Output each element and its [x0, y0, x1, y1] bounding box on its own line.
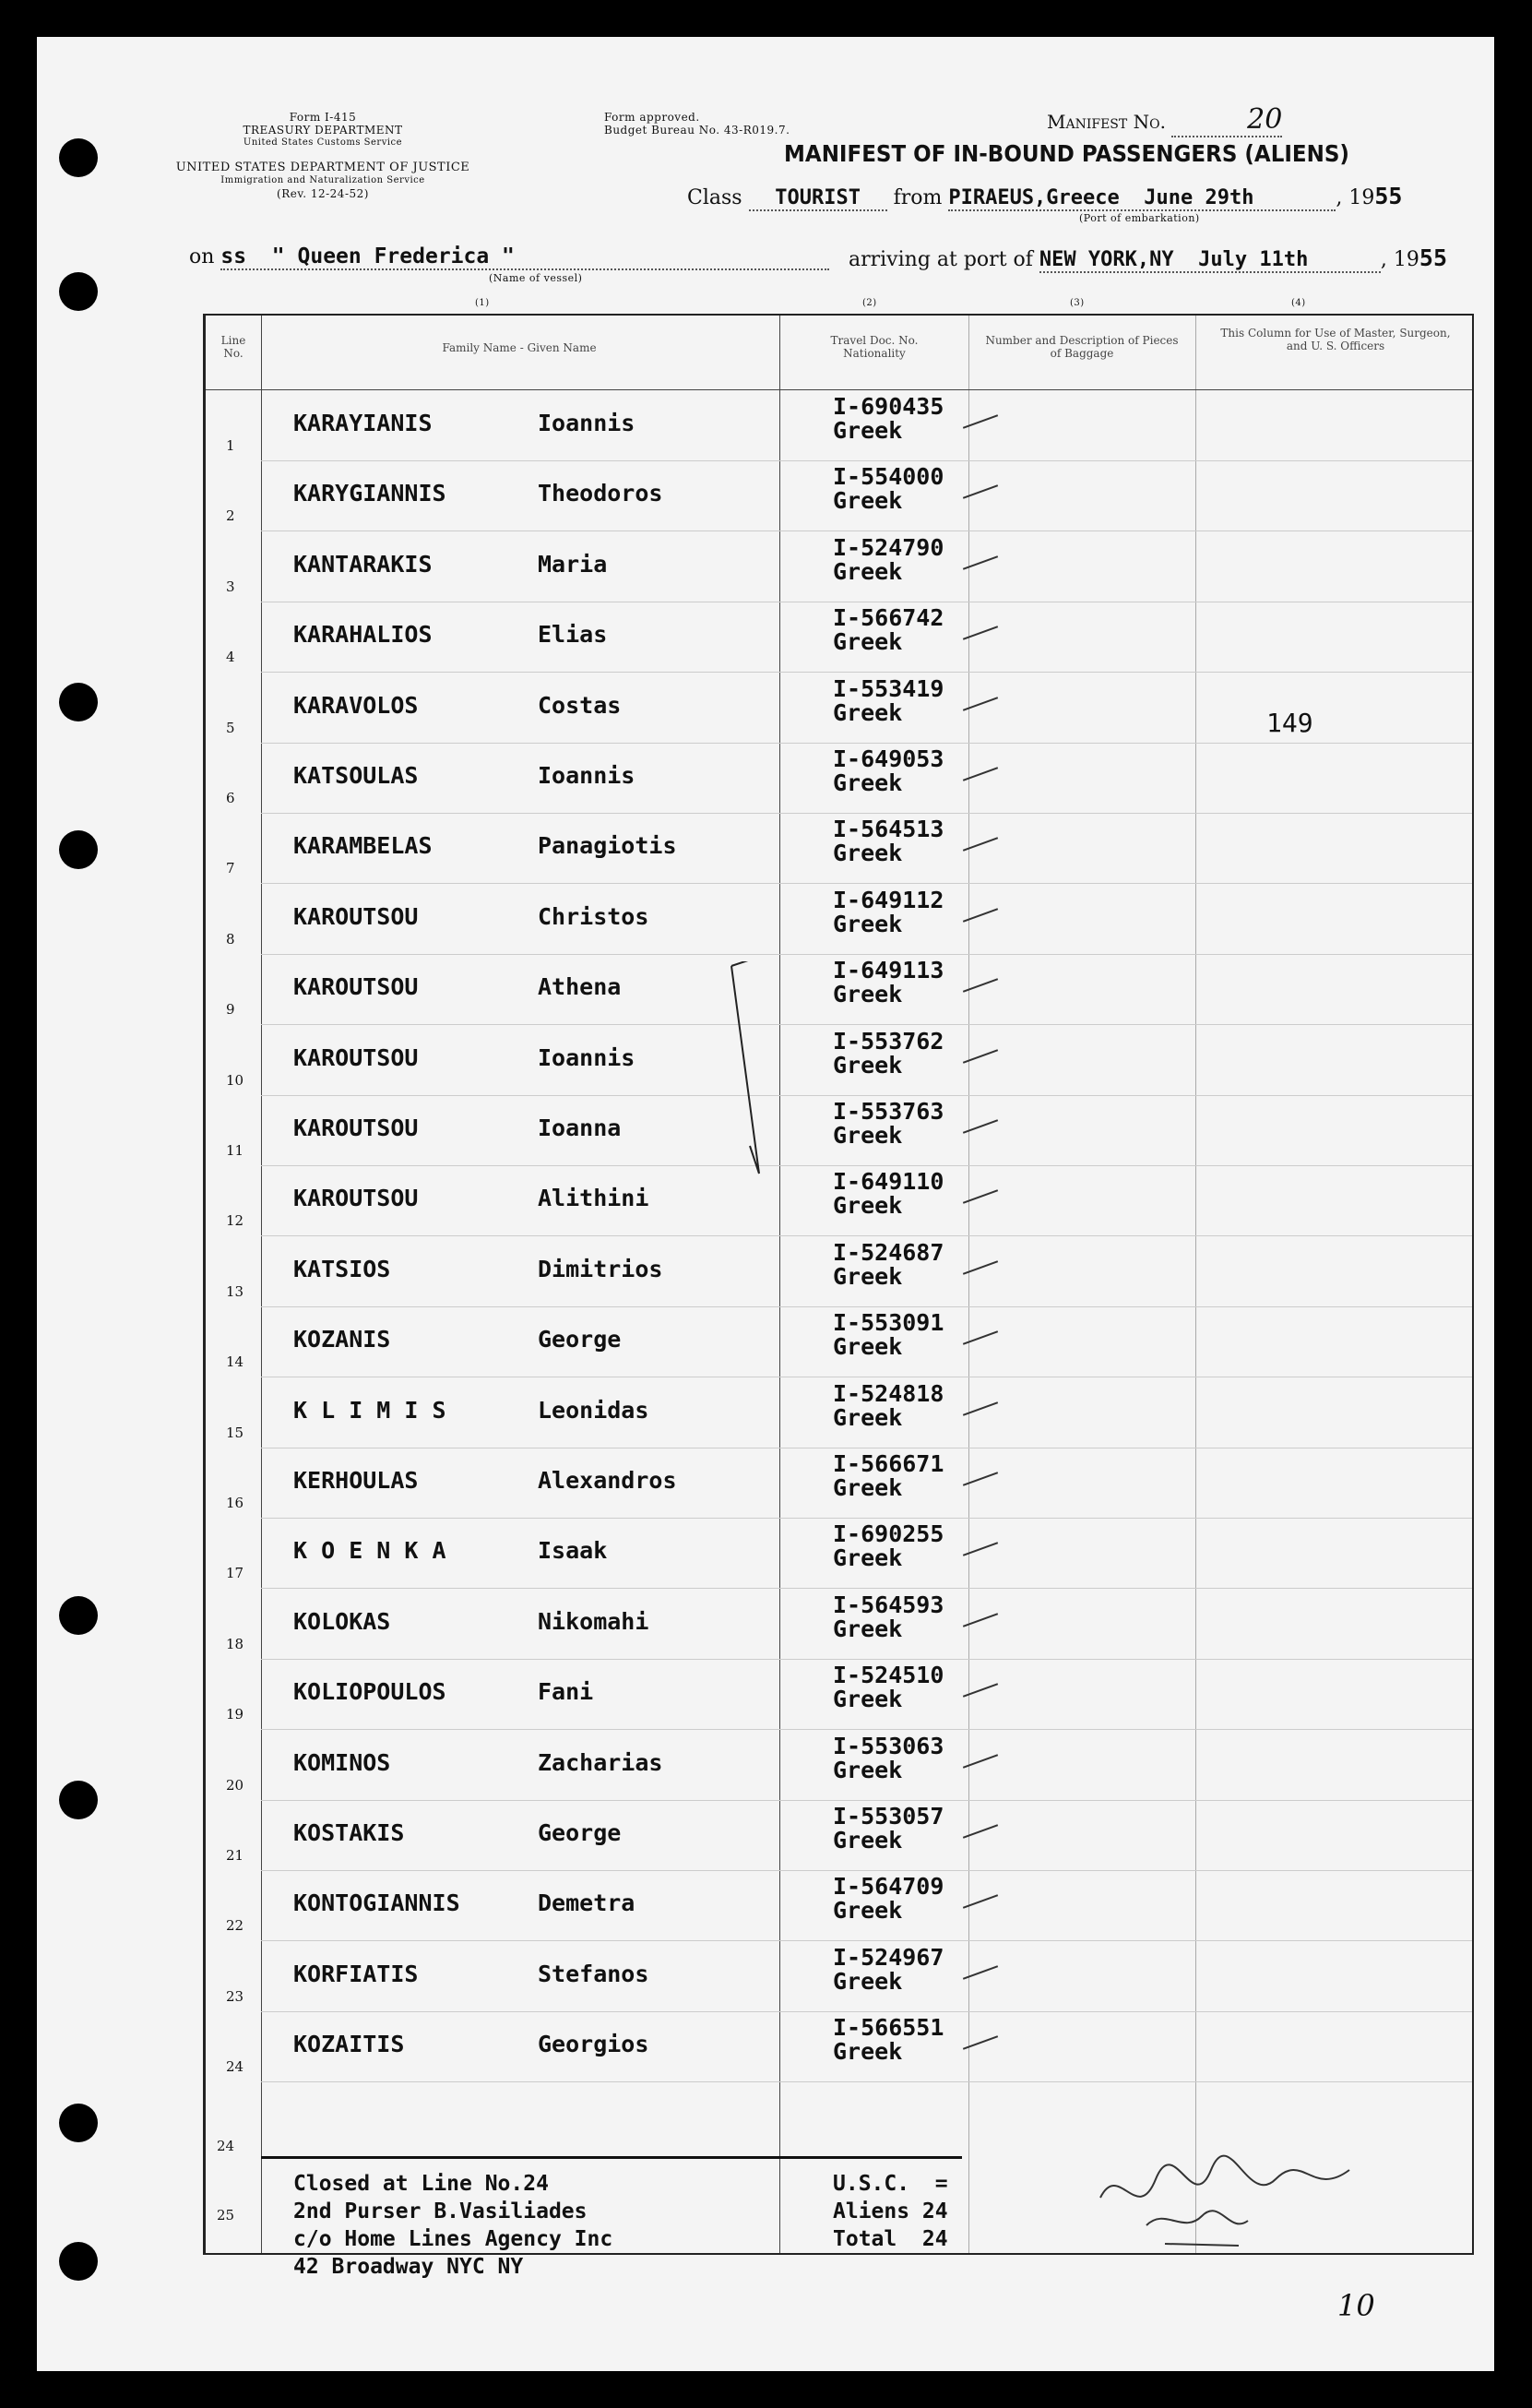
travel-doc-number: I-649053 — [833, 745, 944, 772]
nationality: Greek — [833, 417, 903, 444]
punch-hole — [59, 830, 98, 869]
total-count: Total 24 — [833, 2227, 948, 2251]
footer-rule — [261, 2156, 962, 2159]
table-row — [206, 1660, 1472, 1730]
line-number: 1 — [226, 437, 235, 454]
given-name: Ioannis — [538, 410, 635, 436]
from-value — [948, 186, 1336, 211]
given-name: Theodoros — [538, 480, 663, 507]
class-line: Class TOURIST from PIRAEUS,Greece June 29th , 1955 — [687, 183, 1403, 209]
check-mark — [963, 767, 998, 781]
line-number: 17 — [226, 1565, 244, 1582]
given-name: Zacharias — [538, 1748, 663, 1776]
travel-doc-cell — [833, 1170, 944, 1218]
line-number: 21 — [226, 1847, 244, 1864]
given-name: Elias — [538, 621, 608, 649]
line-number: 11 — [226, 1142, 244, 1159]
nationality: Greek — [833, 1827, 903, 1854]
line-number: 22 — [226, 1917, 244, 1935]
family-name: KOZAITIS — [293, 2031, 405, 2058]
line-number: 19 — [226, 1706, 244, 1723]
col-num-3: (3) — [1070, 298, 1085, 308]
ins-service: Immigration and Naturalization Service — [220, 175, 425, 185]
travel-doc-cell — [833, 1311, 944, 1359]
arriving-label: arriving at port of — [849, 248, 1033, 271]
family-name: KAROUTSOU — [293, 1043, 419, 1071]
family-name: KOMINOS — [293, 1748, 391, 1776]
travel-doc-number: I-566551 — [833, 2014, 944, 2042]
justice-block — [175, 161, 470, 200]
travel-doc-number: I-566742 — [833, 604, 944, 632]
header-name: Family Name - Given Name — [442, 341, 597, 354]
travel-doc-number: I-553763 — [833, 1098, 944, 1125]
family-name: K L I M I S — [293, 1396, 446, 1424]
check-mark — [963, 908, 998, 923]
nationality: Greek — [833, 769, 903, 796]
line-number: 10 — [226, 1071, 244, 1089]
line-number: 2 — [226, 507, 235, 525]
travel-doc-cell — [833, 395, 944, 443]
check-mark — [963, 1472, 998, 1486]
arriving-port: NEW YORK,NY — [1039, 248, 1174, 271]
nationality: Greek — [833, 2038, 903, 2066]
col-num-1: (1) — [475, 298, 490, 308]
embarkation-year: 55 — [1374, 183, 1403, 209]
extra-line-25: 25 — [217, 2207, 235, 2223]
given-name: Demetra — [538, 1889, 635, 1917]
check-mark — [963, 1119, 998, 1134]
family-name: KARAYIANIS — [293, 410, 433, 436]
given-name: Isaak — [538, 1537, 608, 1565]
travel-doc-number: I-690435 — [833, 393, 944, 420]
line-number: 8 — [226, 930, 235, 948]
check-mark — [963, 1824, 998, 1839]
travel-doc-number: I-564593 — [833, 1591, 944, 1618]
nationality: Greek — [833, 840, 903, 867]
nationality: Greek — [833, 1967, 903, 1995]
nationality: Greek — [833, 1544, 903, 1572]
line-number: 9 — [226, 1001, 235, 1019]
travel-doc-cell — [833, 1663, 944, 1711]
embarkation-date: June 29th — [1144, 186, 1254, 209]
check-mark — [963, 626, 998, 640]
travel-doc-cell — [833, 1522, 944, 1570]
department-block — [184, 111, 461, 149]
check-mark — [963, 1683, 998, 1698]
line-number: 4 — [226, 649, 235, 666]
check-mark — [963, 978, 998, 993]
check-mark — [963, 1260, 998, 1275]
family-name: KAROUTSOU — [293, 973, 419, 1001]
manifest-number-block — [1047, 103, 1282, 137]
extra-line-24: 24 — [217, 2138, 235, 2154]
travel-doc-cell — [833, 674, 944, 726]
table-row — [206, 1378, 1472, 1448]
travel-doc-cell — [833, 1100, 944, 1148]
travel-doc-number: I-553762 — [833, 1027, 944, 1055]
arriving-date: July 11th — [1198, 248, 1309, 271]
manifest-page — [37, 37, 1494, 2371]
travel-doc-cell — [833, 1943, 944, 1995]
nationality: Greek — [833, 1051, 903, 1079]
header-baggage: Number and Description of Pieces of Baggage — [985, 334, 1179, 360]
port-of-embarkation: PIRAEUS,Greece — [948, 186, 1120, 209]
form-approved: Form approved. — [604, 111, 700, 124]
check-mark — [963, 1543, 998, 1557]
family-name: KOLIOPOULOS — [293, 1678, 446, 1706]
family-name: KATSIOS — [293, 1255, 391, 1282]
given-name: Maria — [538, 550, 608, 578]
treasury-dept: TREASURY DEPARTMENT — [243, 124, 403, 137]
given-name: Nikomahi — [538, 1607, 649, 1635]
line-number: 7 — [226, 860, 235, 877]
family-name: KOLOKAS — [293, 1607, 391, 1635]
table-row — [206, 814, 1472, 884]
vessel-name: ss " Queen Frederica " — [220, 244, 829, 270]
family-name: KATSOULAS — [293, 762, 419, 789]
from-label: from — [893, 186, 943, 209]
travel-doc-number: I-649110 — [833, 1168, 944, 1196]
budget-bureau: Budget Bureau No. 43-R019.7. — [604, 124, 790, 137]
nationality: Greek — [833, 698, 903, 726]
family-bracket — [722, 961, 778, 1183]
family-name: KAROUTSOU — [293, 1185, 419, 1212]
arriving-line: arriving at port of NEW YORK,NY July 11th , 1955 — [849, 244, 1448, 271]
nationality: Greek — [833, 1615, 903, 1642]
travel-doc-cell — [833, 1593, 944, 1641]
family-name: KAROUTSOU — [293, 902, 419, 930]
travel-doc-cell — [833, 817, 944, 865]
punch-hole — [59, 2104, 98, 2142]
arriving-value — [1039, 248, 1381, 273]
check-mark — [963, 555, 998, 570]
given-name: Fani — [538, 1678, 594, 1706]
travel-doc-number: I-553091 — [833, 1309, 944, 1337]
line-number: 5 — [226, 719, 235, 736]
justice-dept: UNITED STATES DEPARTMENT OF JUSTICE — [175, 161, 470, 174]
check-mark — [963, 1965, 998, 1980]
check-mark — [963, 1049, 998, 1064]
travel-doc-number: I-649113 — [833, 957, 944, 984]
given-name: Georgios — [538, 2031, 649, 2058]
family-name: KOZANIS — [293, 1326, 391, 1353]
family-name: KORFIATIS — [293, 1960, 419, 1987]
travel-doc-cell — [833, 1452, 944, 1500]
travel-doc-cell — [833, 1238, 944, 1290]
travel-doc-number: I-554000 — [833, 463, 944, 491]
travel-doc-number: I-649112 — [833, 886, 944, 913]
check-mark — [963, 2035, 998, 2050]
table-row — [206, 1590, 1472, 1660]
given-name: George — [538, 1326, 622, 1353]
table-row — [206, 602, 1472, 673]
table-row — [206, 744, 1472, 814]
line-number: 13 — [226, 1282, 244, 1300]
travel-doc-cell — [833, 959, 944, 1007]
port-embark-note: (Port of embarkation) — [1079, 212, 1200, 224]
table-row — [206, 1942, 1472, 2012]
table-row — [206, 461, 1472, 531]
travel-doc-cell — [833, 2016, 944, 2064]
customs-service: United States Customs Service — [243, 137, 403, 148]
nationality: Greek — [833, 1262, 903, 1290]
table-row — [206, 955, 1472, 1025]
check-mark — [963, 1190, 998, 1205]
travel-doc-cell — [833, 1805, 944, 1853]
given-name: Alexandros — [538, 1467, 677, 1494]
nationality: Greek — [833, 1756, 903, 1783]
table-row — [206, 1237, 1472, 1307]
travel-doc-number: I-553419 — [833, 674, 944, 702]
table-row — [206, 1448, 1472, 1519]
line-number: 24 — [226, 2058, 244, 2076]
table-row — [206, 532, 1472, 602]
given-name: Christos — [538, 902, 649, 930]
family-name: KONTOGIANNIS — [293, 1889, 460, 1917]
agency: c/o Home Lines Agency Inc — [293, 2227, 613, 2251]
travel-doc-cell — [833, 606, 944, 654]
year-prefix: 19 — [1393, 248, 1419, 271]
punch-hole — [59, 2242, 98, 2281]
check-mark — [963, 1401, 998, 1416]
nationality: Greek — [833, 1192, 903, 1220]
travel-doc-cell — [833, 465, 944, 513]
travel-doc-cell — [833, 1734, 944, 1782]
line-number: 12 — [226, 1212, 244, 1230]
form-number: Form I-415 — [289, 111, 357, 124]
check-mark — [963, 1754, 998, 1769]
family-name: KOSTAKIS — [293, 1819, 405, 1846]
line-number: 15 — [226, 1424, 244, 1441]
year-prefix: 19 — [1348, 186, 1375, 209]
travel-doc-cell — [833, 1027, 944, 1079]
table-row — [206, 2012, 1472, 2082]
family-name: KERHOULAS — [293, 1467, 419, 1494]
check-mark — [963, 838, 998, 852]
line-number: 18 — [226, 1635, 244, 1652]
closed-at-line: Closed at Line No.24 — [293, 2172, 549, 2196]
manifest-title: MANIFEST OF IN-BOUND PASSENGERS (ALIENS) — [784, 140, 1349, 167]
table-row — [206, 1871, 1472, 1941]
punch-hole — [59, 138, 98, 177]
travel-doc-cell — [833, 747, 944, 795]
header-rule — [206, 389, 1472, 390]
class-label: Class — [687, 186, 742, 209]
footer-left — [293, 2170, 612, 2281]
travel-doc-number: I-566671 — [833, 1450, 944, 1477]
nationality: Greek — [833, 981, 903, 1008]
officer-note: 149 — [1266, 708, 1313, 738]
check-mark — [963, 485, 998, 500]
table-row — [206, 1307, 1472, 1377]
header-line-no: Line No. — [220, 334, 246, 360]
check-mark — [963, 697, 998, 711]
punch-hole — [59, 683, 98, 721]
inspector-signature — [1091, 2142, 1368, 2253]
nationality: Greek — [833, 1897, 903, 1925]
punch-hole — [59, 1781, 98, 1819]
passenger-table — [203, 314, 1474, 2279]
nationality: Greek — [833, 628, 903, 656]
purser: 2nd Purser B.Vasiliades — [293, 2199, 588, 2223]
approval-block — [604, 111, 790, 137]
header-officers: This Column for Use of Master, Surgeon, and U. S. Officers — [1220, 327, 1451, 352]
given-name: Leonidas — [538, 1396, 649, 1424]
family-name: K O E N K A — [293, 1537, 446, 1565]
given-name: Athena — [538, 973, 622, 1001]
check-mark — [963, 414, 998, 429]
travel-doc-number: I-553063 — [833, 1732, 944, 1759]
row-rule — [261, 2081, 1472, 2082]
header-travel: Travel Doc. No. Nationality — [830, 334, 919, 360]
nationality: Greek — [833, 1686, 903, 1713]
travel-doc-number: I-524687 — [833, 1238, 944, 1266]
family-name: KAROUTSOU — [293, 1115, 419, 1141]
travel-doc-number: I-553057 — [833, 1803, 944, 1830]
check-mark — [963, 1330, 998, 1345]
given-name: Dimitrios — [538, 1255, 663, 1282]
line-number: 20 — [226, 1776, 244, 1794]
family-name: KARYGIANNIS — [293, 480, 446, 507]
check-mark — [963, 1613, 998, 1627]
travel-doc-number: I-524818 — [833, 1379, 944, 1407]
given-name: Alithini — [538, 1185, 649, 1212]
given-name: George — [538, 1819, 622, 1846]
line-number: 14 — [226, 1353, 244, 1371]
travel-doc-cell — [833, 1379, 944, 1431]
given-name: Ioanna — [538, 1115, 622, 1141]
travel-doc-cell — [833, 533, 944, 585]
travel-doc-number: I-524790 — [833, 533, 944, 561]
family-name: KARAVOLOS — [293, 691, 419, 719]
nationality: Greek — [833, 1474, 903, 1501]
table-row — [206, 1026, 1472, 1096]
given-name: Ioannis — [538, 762, 635, 789]
family-name: KARAHALIOS — [293, 621, 433, 649]
given-name: Costas — [538, 691, 622, 719]
travel-doc-number: I-564709 — [833, 1873, 944, 1901]
line-number: 6 — [226, 790, 235, 806]
table-row — [206, 1801, 1472, 1871]
check-mark — [963, 1895, 998, 1910]
line-number: 23 — [226, 1987, 244, 2005]
nationality: Greek — [833, 1403, 903, 1431]
table-row — [206, 1519, 1472, 1589]
table-row — [206, 885, 1472, 955]
family-name: KARAMBELAS — [293, 832, 433, 860]
travel-doc-cell — [833, 888, 944, 936]
nationality: Greek — [833, 557, 903, 585]
table-row — [206, 1731, 1472, 1801]
travel-doc-cell — [833, 1875, 944, 1923]
travel-doc-number: I-524967 — [833, 1943, 944, 1971]
table-row — [206, 1166, 1472, 1236]
given-name: Panagiotis — [538, 832, 677, 860]
table-row — [206, 1096, 1472, 1166]
footer-right — [833, 2170, 948, 2253]
revision: (Rev. 12-24-52) — [277, 187, 369, 200]
nationality: Greek — [833, 910, 903, 937]
line-number: 16 — [226, 1495, 244, 1511]
page-mark: 10 — [1337, 2288, 1375, 2323]
on-label: on — [189, 245, 215, 268]
vessel-line — [189, 244, 829, 270]
col-num-4: (4) — [1291, 298, 1306, 308]
manifest-label: Manifest No. — [1047, 111, 1166, 133]
table-row — [206, 391, 1472, 461]
address: 42 Broadway NYC NY — [293, 2255, 524, 2279]
punch-hole — [59, 1596, 98, 1635]
vessel-note: (Name of vessel) — [489, 272, 583, 284]
nationality: Greek — [833, 1122, 903, 1149]
travel-doc-number: I-524510 — [833, 1662, 944, 1689]
nationality: Greek — [833, 1333, 903, 1361]
line-number: 3 — [226, 578, 235, 595]
usc-count: U.S.C. = — [833, 2172, 948, 2196]
col-num-2: (2) — [862, 298, 877, 308]
aliens-count: Aliens 24 — [833, 2199, 948, 2223]
class-value: TOURIST — [749, 186, 887, 211]
travel-doc-number: I-564513 — [833, 816, 944, 843]
travel-doc-number: I-690255 — [833, 1520, 944, 1548]
nationality: Greek — [833, 487, 903, 515]
given-name: Stefanos — [538, 1960, 649, 1987]
given-name: Ioannis — [538, 1043, 635, 1071]
manifest-number: 20 — [1171, 103, 1282, 137]
arriving-year: 55 — [1419, 244, 1448, 271]
family-name: KANTARAKIS — [293, 550, 433, 578]
punch-hole — [59, 272, 98, 311]
